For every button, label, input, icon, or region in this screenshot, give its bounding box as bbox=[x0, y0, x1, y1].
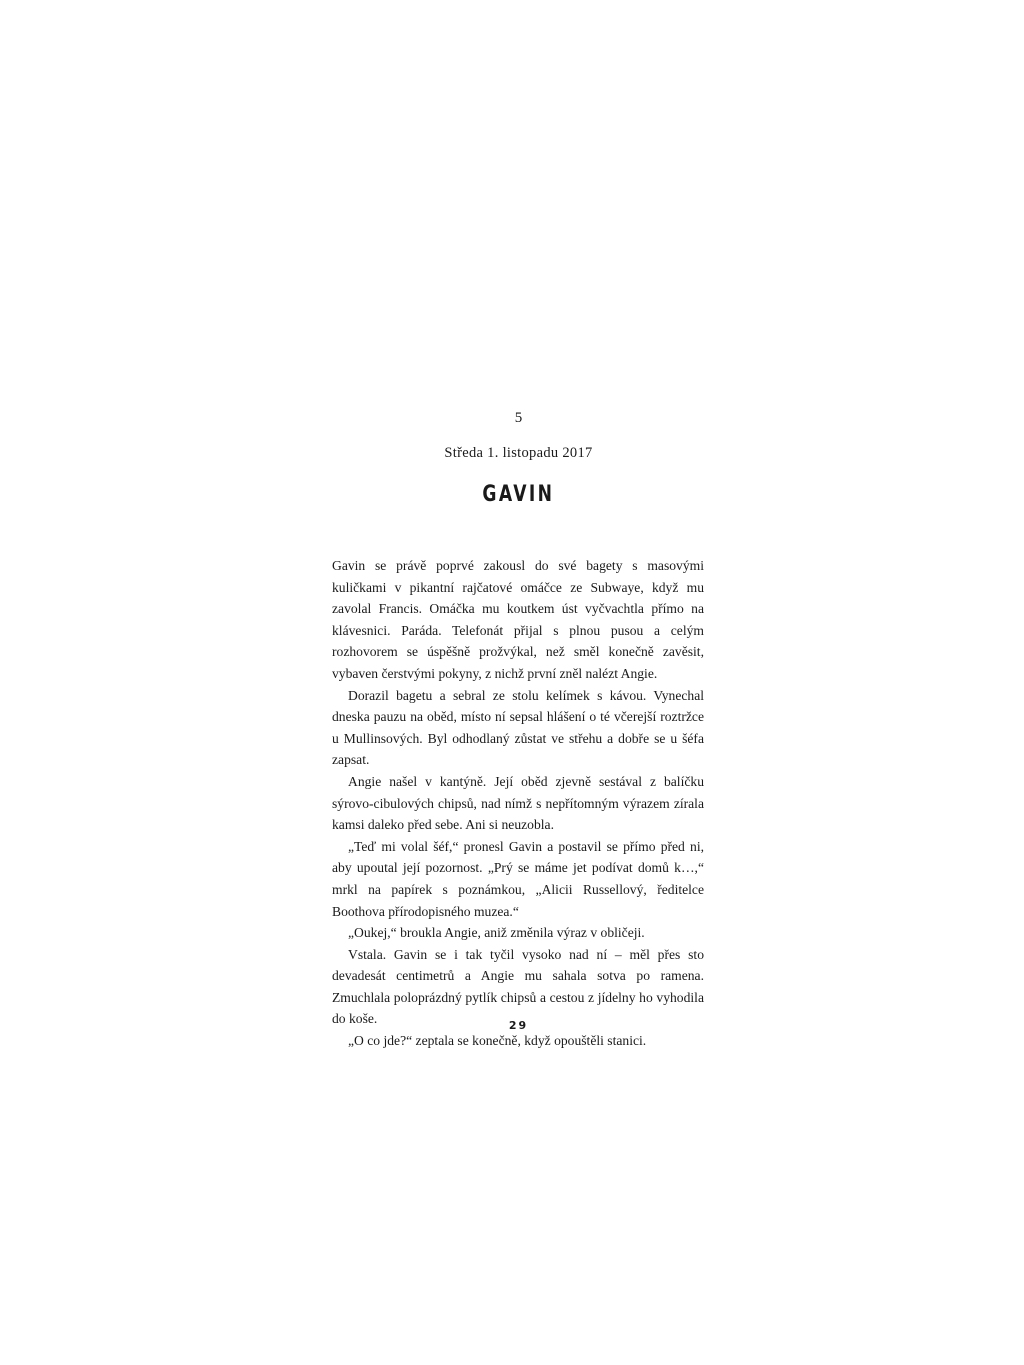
page-number: 29 bbox=[508, 1019, 529, 1032]
paragraph: Vstala. Gavin se i tak tyčil vysoko nad ní – měl přes sto devadesát centimetrů a Angie mu sahala sotva po ramena. Zmuchlala poloprázdný pytlík chipsů a cestou z jídelny ho vyhodila do koše. bbox=[332, 946, 704, 1027]
paragraph: Dorazil bagetu a sebral ze stolu kelímek s kávou. Vynechal dneska pauzu na oběd, místo ní sepsal hlášení o té včerejší roztržce u Mullinsových. Byl odhodlaný zůstat ve střehu a dobře se u šéfa zapsat. bbox=[332, 687, 704, 768]
paragraph: „O co jde?“ zeptala se konečně, když opouštěli stanici. bbox=[348, 1033, 647, 1049]
paragraph: Angie našel v kantýně. Její oběd zjevně sestával z balíčku sýrovo-cibulových chipsů, nad nímž s nepřítomným výrazem zírala kamsi daleko před sebe. Ani si neuzobla. bbox=[332, 773, 704, 833]
paragraph: „Teď mi volal šéf,“ pronesl Gavin a postavil se přímo před ni, aby upoutal její pozornost. „Prý se máme jet podívat domů k…,“ mrkl na papírek s poznámkou, „Alicii Russellový, ředitelce Boothova přírodopisného muzea.“ bbox=[332, 838, 704, 919]
chapter-title: GAVIN bbox=[482, 482, 555, 507]
chapter-number: 5 bbox=[514, 410, 523, 426]
body-text bbox=[332, 555, 704, 1052]
paragraph: Gavin se právě poprvé zakousl do své bagety s masovými kuličkami v pikantní rajčatové omáčce ze Subwaye, když mu zavolal Francis. Omáčka mu koutkem úst vyčvachtla přímo na klávesnici. Paráda. Telefonát přijal s plnou pusou a celým rozhovorem se úspěšně prožvýkal, než směl konečně zavěsit, vybaven čerstvými pokyny, z nichž první zněl nalézt Angie. bbox=[332, 558, 704, 681]
paragraph: „Oukej,“ broukla Angie, aniž změnila výraz v obličeji. bbox=[348, 925, 645, 941]
chapter-date: Středa 1. listopadu 2017 bbox=[444, 445, 593, 461]
